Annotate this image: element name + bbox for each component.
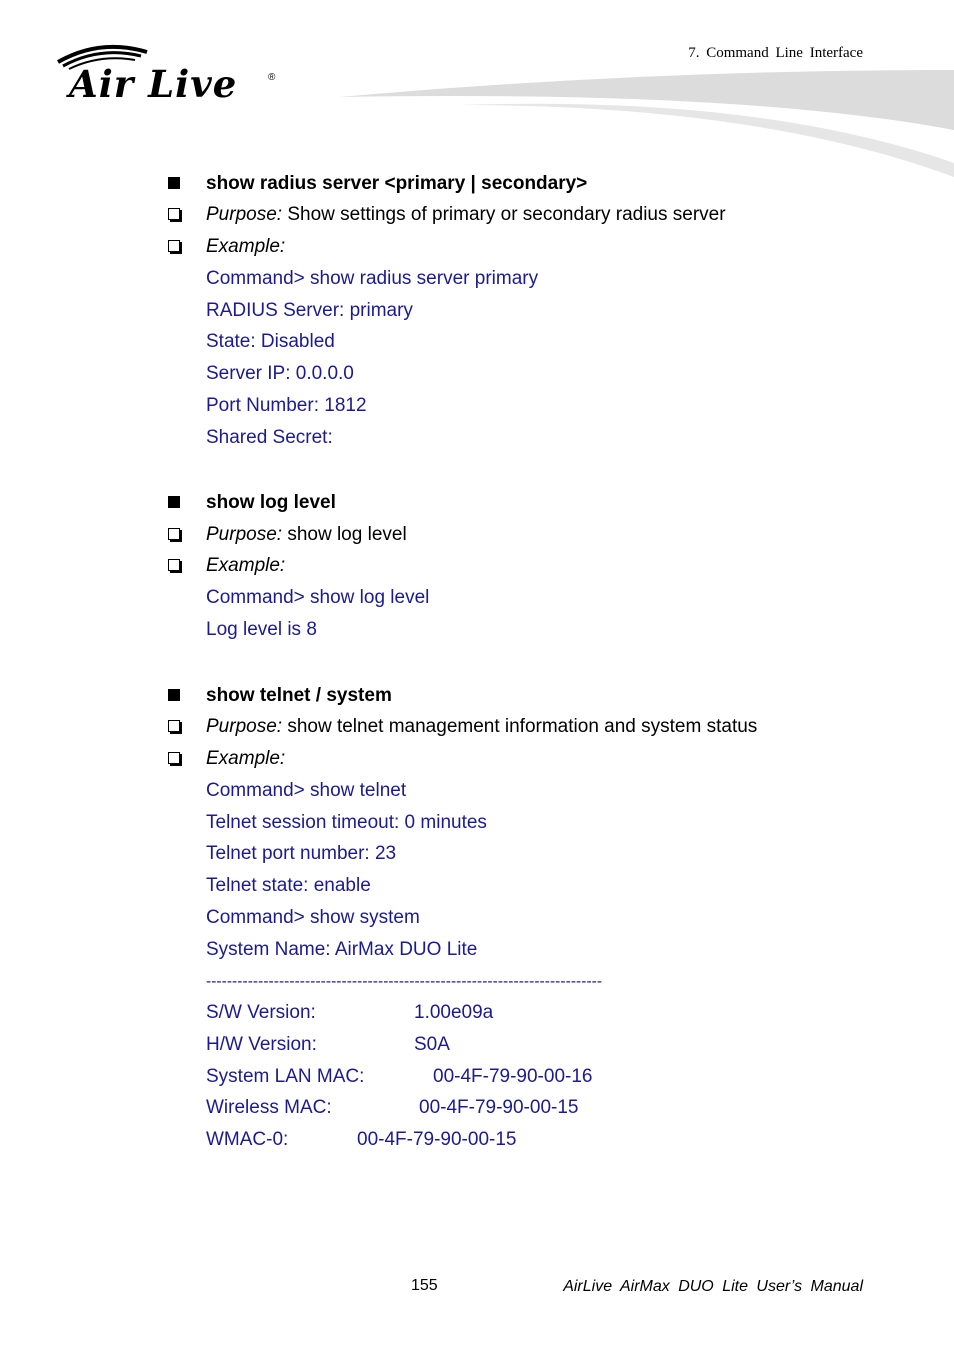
example-line: Command> show log level [206, 587, 430, 608]
example-line: Port Number: 1812 [206, 395, 367, 416]
purpose-label: Purpose: [206, 524, 283, 545]
section-title: show telnet / system [206, 685, 392, 706]
item-bullet [168, 752, 180, 764]
wireless-mac-value: 00-4F-79-90-00-15 [419, 1097, 579, 1118]
example-line: Command> show telnet [206, 780, 407, 801]
example-line: Command> show system [206, 907, 420, 928]
purpose-line [206, 204, 726, 226]
purpose-line [206, 524, 407, 546]
purpose-line [206, 716, 757, 738]
header-swoosh-decoration [340, 65, 954, 180]
airlive-logo [55, 40, 285, 110]
page-number: 155 [411, 1277, 438, 1294]
divider-line: ---------------------------------------------------------------------------- [206, 973, 603, 990]
sw-version-label: S/W Version: [206, 1002, 316, 1023]
item-bullet [168, 208, 180, 220]
purpose-label: Purpose: [206, 204, 283, 225]
example-line: Command> show radius server primary [206, 268, 539, 289]
chapter-header: 7. Command Line Interface [688, 45, 863, 61]
example-line: State: Disabled [206, 331, 335, 352]
manual-title: AirLive AirMax DUO Lite User’s Manual [563, 1278, 863, 1295]
example-label: Example: [206, 748, 286, 769]
purpose-label: Purpose: [206, 716, 283, 737]
example-line: Telnet session timeout: 0 minutes [206, 812, 487, 833]
example-label: Example: [206, 555, 286, 576]
section-title: show log level [206, 492, 336, 513]
example-label: Example: [206, 236, 286, 257]
lan-mac-label: System LAN MAC: [206, 1066, 365, 1087]
example-line: RADIUS Server: primary [206, 300, 413, 321]
hw-version-value: S0A [414, 1034, 450, 1055]
section-bullet [168, 177, 180, 189]
example-line: Server IP: 0.0.0.0 [206, 363, 354, 384]
purpose-text: show log level [282, 524, 407, 545]
purpose-text: Show settings of primary or secondary radius server [282, 204, 726, 225]
item-bullet [168, 559, 180, 571]
item-bullet [168, 720, 180, 732]
wmac0-label: WMAC-0: [206, 1129, 289, 1150]
lan-mac-value: 00-4F-79-90-00-16 [433, 1066, 593, 1087]
example-line: Telnet state: enable [206, 875, 371, 896]
wireless-mac-label: Wireless MAC: [206, 1097, 332, 1118]
section-title: show radius server <primary | secondary> [206, 173, 588, 194]
example-line: Log level is 8 [206, 619, 317, 640]
example-line: Telnet port number: 23 [206, 843, 397, 864]
purpose-text: show telnet management information and system status [282, 716, 758, 737]
logo-wordmark: Air Live [69, 62, 238, 106]
item-bullet [168, 240, 180, 252]
hw-version-label: H/W Version: [206, 1034, 317, 1055]
sw-version-value: 1.00e09a [414, 1002, 494, 1023]
section-bullet [168, 689, 180, 701]
section-bullet [168, 496, 180, 508]
registered-mark: ® [268, 72, 276, 83]
item-bullet [168, 528, 180, 540]
example-line: Shared Secret: [206, 427, 333, 448]
wmac0-value: 00-4F-79-90-00-15 [357, 1129, 517, 1150]
example-line: System Name: AirMax DUO Lite [206, 939, 478, 960]
